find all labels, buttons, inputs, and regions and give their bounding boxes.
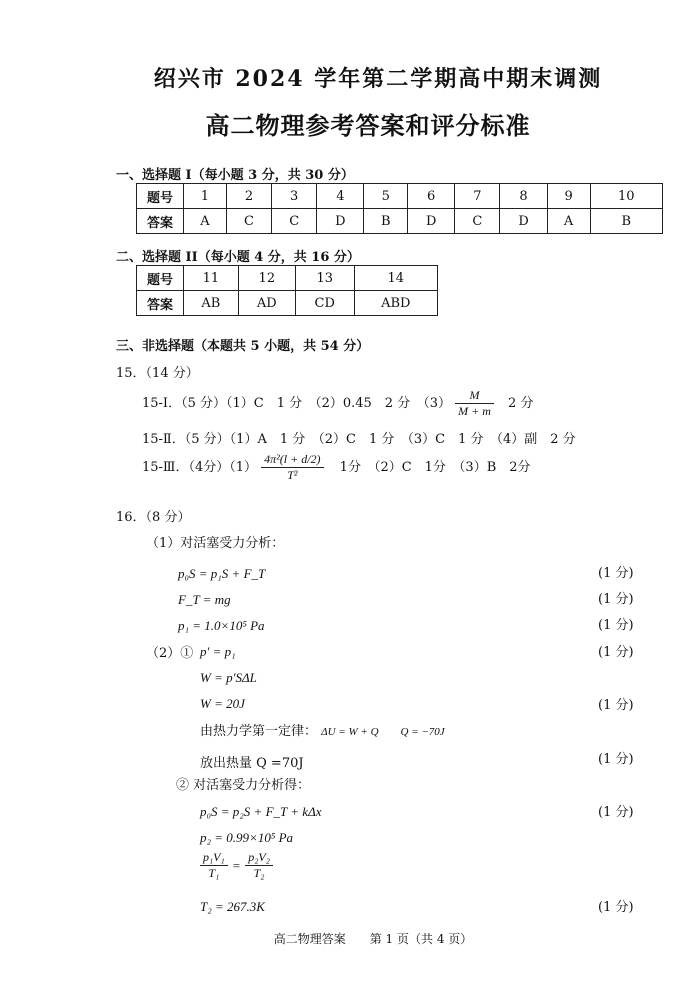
q16-part1-label: （1）对活塞受力分析： (146, 536, 285, 551)
points-label: (1 分) (598, 698, 634, 713)
equation: W = p′SΔL (200, 670, 257, 685)
equation: p₀S = p₂S + F_T + kΔx (200, 804, 322, 819)
row-label: 答案 (137, 209, 184, 234)
fraction-denominator: M + m (458, 404, 491, 418)
fraction-right (245, 850, 273, 881)
q15-part1 (142, 388, 533, 419)
table-cell: 8 (500, 184, 547, 209)
table-cell: 13 (295, 266, 354, 291)
table-cell: 2 (226, 184, 271, 209)
equals-sign: = (232, 858, 241, 873)
ideal-gas-equation (200, 850, 273, 881)
fraction-denominator: T₂ (253, 866, 265, 880)
section1-table (136, 183, 663, 234)
table-cell: 1 (184, 184, 227, 209)
table-cell: 3 (272, 184, 317, 209)
q15-part2: 15-Ⅱ．（5 分）（1）A 1 分 （2）C 1 分 （3）C 1 分 （4）副 2 分 (142, 432, 576, 447)
table-cell: D (317, 209, 364, 234)
table-cell: 11 (184, 266, 239, 291)
equation: T₂ = 267.3K (200, 899, 265, 914)
points-label: (1 分) (598, 645, 634, 660)
row-label: 题号 (137, 184, 184, 209)
table-cell: AB (184, 291, 239, 316)
section2-heading: 二、选择题 II（每小题 4 分，共 16 分） (116, 250, 360, 265)
q15-part3-fraction (261, 452, 323, 483)
table-row (137, 209, 663, 234)
q15-part3 (142, 452, 531, 483)
fraction-numerator: p₁V₁ (200, 850, 228, 866)
table-row (137, 266, 438, 291)
q16-sub2-label: ② 对活塞受力分析得： (176, 778, 311, 793)
table-cell: C (272, 209, 317, 234)
points-label: (1 分) (598, 900, 634, 915)
points-label: (1 分) (598, 618, 634, 633)
row-label: 答案 (137, 291, 184, 316)
equation: p₁ = 1.0×10⁵ Pa (178, 618, 265, 633)
exam-subtitle: 高二物理参考答案和评分标准 (205, 111, 531, 140)
table-row (137, 291, 438, 316)
equation: p₀S = p₁S + F_T (178, 566, 266, 581)
section1-heading: 一、选择题 I（每小题 3 分，共 30 分） (116, 168, 354, 183)
table-cell: 12 (238, 266, 295, 291)
table-cell: 7 (455, 184, 500, 209)
first-law-text: 由热力学第一定律： (200, 724, 318, 739)
equation: p₂ = 0.99×10⁵ Pa (200, 830, 294, 845)
equation: p′ = p₁ (200, 644, 236, 659)
q15-label: 15．（14 分） (116, 366, 199, 381)
q15-part1-fraction (455, 388, 494, 419)
fraction-numerator: 4π²(l + d/2) (261, 452, 323, 468)
equation: F_T = mg (178, 592, 231, 607)
fraction-left (200, 850, 228, 881)
q15-part3-points: 1分 （2）C 1分 （3）B 2分 (339, 460, 531, 475)
table-cell: 10 (590, 184, 662, 209)
exam-title: 绍兴市 2024 学年第二学期高中期末调测 (153, 66, 603, 92)
table-cell: ABD (354, 291, 437, 316)
q15-part3-text: 15-Ⅲ．（4分）（1） (142, 460, 258, 475)
points-label: (1 分) (598, 566, 634, 581)
q15-part1-points: 2 分 (508, 396, 534, 411)
points-label: (1 分) (598, 805, 634, 820)
section2-table (136, 265, 438, 316)
table-cell: A (184, 209, 227, 234)
table-cell: B (590, 209, 662, 234)
fraction-denominator: T² (287, 468, 298, 482)
table-cell: 14 (354, 266, 437, 291)
q16-label: 16．（8 分） (116, 510, 191, 525)
row-label: 题号 (137, 266, 184, 291)
table-cell: 6 (408, 184, 455, 209)
fraction-denominator: T₁ (208, 866, 220, 880)
equation: W = 20J (200, 696, 245, 711)
section3-heading: 三、非选择题（本题共 5 小题，共 54 分） (116, 339, 370, 354)
page-footer: 高二物理答案 第 1 页（共 4 页） (273, 932, 473, 946)
table-cell: D (500, 209, 547, 234)
heat-released: 放出热量 Q =70J (200, 756, 304, 771)
fraction-numerator: p₂V₂ (245, 850, 273, 866)
table-cell: CD (295, 291, 354, 316)
points-label: (1 分) (598, 592, 634, 607)
table-cell: 4 (317, 184, 364, 209)
fraction-numerator: M (455, 388, 494, 404)
q15-part1-text: 15-Ⅰ．（5 分）（1）C 1 分 （2）0.45 2 分 （3） (142, 396, 451, 411)
points-label: (1 分) (598, 752, 634, 767)
first-law-line (200, 720, 445, 739)
table-cell: C (455, 209, 500, 234)
table-row (137, 184, 663, 209)
table-cell: D (408, 209, 455, 234)
table-cell: 9 (547, 184, 590, 209)
first-law-equation: ΔU = W + Q Q = −70J (321, 726, 445, 738)
table-cell: A (547, 209, 590, 234)
table-cell: C (226, 209, 271, 234)
table-cell: 5 (364, 184, 408, 209)
table-cell: AD (238, 291, 295, 316)
q16-part2-label: （2）① (146, 646, 194, 661)
table-cell: B (364, 209, 408, 234)
